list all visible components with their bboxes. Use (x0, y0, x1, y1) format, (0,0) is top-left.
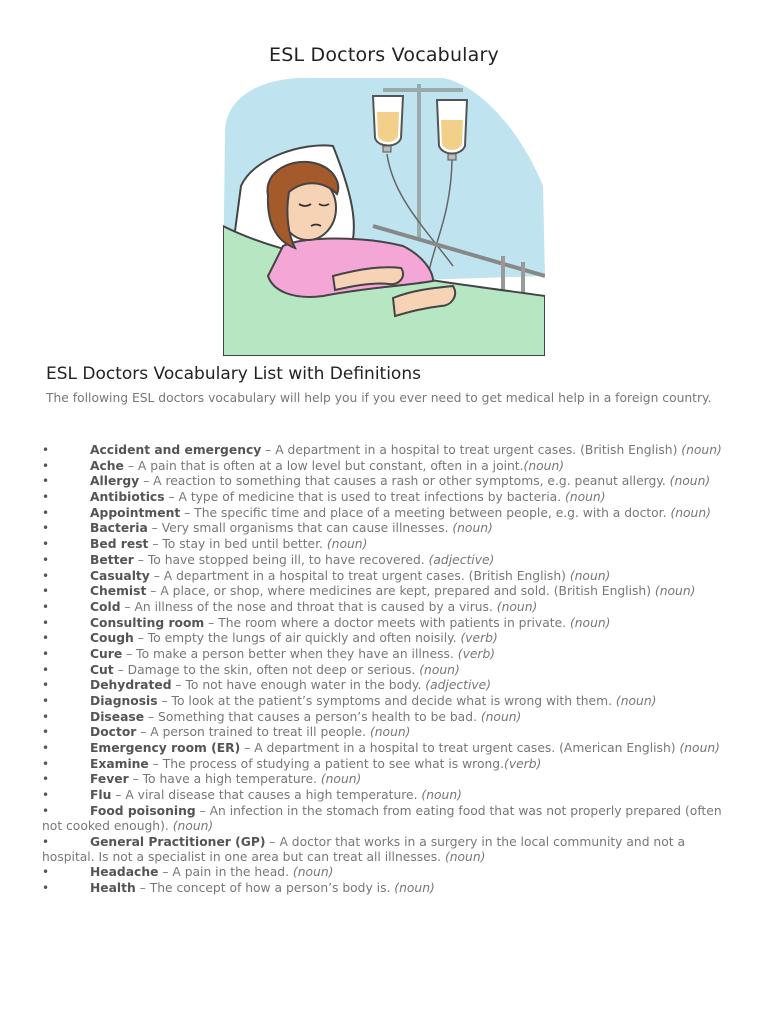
vocab-term: Flu (90, 788, 112, 803)
bullet-icon: • (42, 599, 50, 614)
vocab-item (0, 506, 740, 521)
vocab-definition: – To have a high temperature. (128, 772, 317, 787)
bullet-icon: • (42, 631, 50, 646)
vocab-term: Emergency room (ER) (90, 741, 241, 756)
vocab-definition: – To make a person better when they have an illness. (122, 646, 454, 661)
part-of-speech: (noun) (289, 865, 334, 880)
vocab-term: Health (90, 881, 136, 896)
part-of-speech: (noun) (492, 599, 538, 614)
page-title: ESL Doctors Vocabulary (269, 44, 499, 66)
vocab-definition: – An illness of the nose and throat that is caused by a virus. (120, 599, 493, 614)
part-of-speech: (noun) (417, 788, 462, 803)
vocab-term: Dehydrated (90, 678, 172, 693)
part-of-speech: (noun) (390, 881, 435, 896)
vocab-definition: – To have stopped being ill, to have recovered. (133, 552, 425, 567)
part-of-speech: (verb) (453, 646, 496, 661)
part-of-speech: (verb) (456, 631, 498, 646)
vocab-item (0, 600, 740, 615)
vocab-term: Examine (90, 756, 149, 771)
vocab-item (0, 663, 740, 678)
part-of-speech: (noun) (566, 615, 611, 630)
vocab-term: Bed rest (90, 537, 149, 552)
vocab-item (0, 521, 740, 536)
part-of-speech: (noun) (651, 584, 696, 599)
vocab-definition: – To stay in bed until better. (148, 537, 323, 552)
part-of-speech: (noun) (523, 458, 565, 473)
part-of-speech: (noun) (561, 490, 606, 505)
bullet-icon: • (42, 537, 50, 552)
bullet-icon: • (42, 615, 50, 630)
vocab-term: Doctor (90, 725, 137, 740)
bullet-icon: • (42, 490, 50, 505)
bullet-icon: • (42, 646, 50, 661)
bullet-icon: • (42, 788, 50, 803)
vocab-definition: – To empty the lungs of air quickly and often noisily. (133, 631, 457, 646)
vocab-term: Consulting room (90, 615, 205, 630)
part-of-speech: (noun) (366, 725, 411, 740)
vocab-term: Fever (90, 772, 129, 787)
vocab-item (0, 443, 740, 458)
vocab-term: Antibiotics (90, 490, 165, 505)
bullet-icon: • (42, 552, 50, 567)
bullet-icon: • (42, 741, 50, 756)
vocab-term: Ache (90, 458, 124, 473)
vocab-term: Better (90, 552, 134, 567)
part-of-speech: (noun) (415, 662, 460, 677)
bullet-icon: • (42, 865, 50, 880)
bullet-icon: • (42, 772, 50, 787)
vocab-definition: – A type of medicine that is used to treat infections by bacteria. (164, 490, 562, 505)
vocab-definition: – The concept of how a person’s body is. (135, 881, 391, 896)
vocab-item (0, 804, 740, 834)
vocab-definition: – An infection in the stomach from eating food that was not properly prepared (often not cooked enough). (42, 803, 722, 833)
vocab-term: Cut (90, 662, 114, 677)
vocab-definition: – A department in a hospital to treat urgent cases. (American English) (240, 741, 676, 756)
vocab-term: Casualty (90, 568, 150, 583)
vocab-item (0, 710, 740, 725)
part-of-speech: (noun) (448, 521, 493, 536)
vocab-term: Cure (90, 646, 123, 661)
vocab-term: Cold (90, 599, 121, 614)
vocab-item (0, 474, 740, 489)
part-of-speech: (noun) (441, 849, 486, 864)
vocab-item (0, 569, 740, 584)
vocab-item (0, 835, 740, 865)
bullet-icon: • (42, 584, 50, 599)
bullet-icon: • (42, 694, 50, 708)
vocab-definition: – The process of studying a patient to see what is wrong. (148, 756, 505, 771)
vocab-definition: – A viral disease that causes a high temperature. (111, 788, 418, 803)
part-of-speech: (noun) (665, 474, 711, 489)
bullet-icon: • (42, 458, 50, 473)
vocab-term: Diagnosis (90, 694, 158, 708)
vocab-term: Appointment (90, 505, 181, 520)
vocab-item (0, 865, 740, 880)
part-of-speech: (noun) (666, 505, 711, 520)
vocab-item (0, 725, 740, 740)
hospital-patient-illustration (223, 76, 545, 356)
vocab-item (0, 584, 740, 599)
vocab-item (0, 631, 740, 646)
vocab-definition: – Damage to the skin, often not deep or serious. (113, 662, 416, 677)
vocab-definition: – A pain that is often at a low level but constant, often in a joint. (123, 458, 524, 473)
part-of-speech: (noun) (476, 709, 522, 724)
intro-paragraph: The following ESL doctors vocabulary will help you if you ever need to get medical help in a foreign country. (46, 391, 712, 405)
vocab-definition: – Something that causes a person’s health to be bad. (144, 709, 477, 724)
vocab-definition: – Very small organisms that can cause illnesses. (147, 521, 449, 536)
part-of-speech: (noun) (565, 568, 611, 583)
vocab-item (0, 881, 740, 896)
vocab-item (0, 616, 740, 631)
vocab-term: Headache (90, 865, 159, 880)
vocab-item (0, 459, 740, 474)
vocab-term: General Practitioner (GP) (90, 834, 266, 849)
bullet-icon: • (42, 443, 50, 457)
vocab-definition: – A place, or shop, where medicines are kept, prepared and sold. (British English) (146, 584, 651, 599)
vocab-item (0, 553, 740, 568)
bullet-icon: • (42, 521, 50, 536)
vocab-item (0, 694, 740, 709)
part-of-speech: (noun) (612, 694, 657, 708)
part-of-speech: (noun) (675, 741, 720, 756)
vocab-definition: – A doctor that works in a surgery in the local community and not a hospital. Is not a specialist in one area but can treat all illnesses. (42, 834, 685, 864)
bullet-icon: • (42, 678, 50, 693)
vocab-term: Allergy (90, 474, 140, 489)
vocab-item (0, 757, 740, 772)
part-of-speech: (noun) (322, 537, 368, 552)
bullet-icon: • (42, 709, 50, 724)
part-of-speech: (adjective) (421, 678, 492, 693)
vocab-term: Bacteria (90, 521, 148, 536)
vocab-definition: – A reaction to something that causes a rash or other symptoms, e.g. peanut allergy. (139, 474, 666, 489)
bullet-icon: • (42, 756, 50, 771)
vocab-item (0, 647, 740, 662)
bullet-icon: • (42, 662, 50, 677)
vocab-definition: – The room where a doctor meets with patients in private. (204, 615, 567, 630)
part-of-speech: (noun) (168, 818, 214, 833)
bullet-icon: • (42, 834, 50, 849)
vocab-term: Disease (90, 709, 145, 724)
vocab-item (0, 788, 740, 803)
part-of-speech: (noun) (677, 443, 722, 457)
vocab-item (0, 772, 740, 787)
vocab-definition: – To look at the patient’s symptoms and decide what is wrong with them. (157, 694, 613, 708)
part-of-speech: (verb) (504, 756, 542, 771)
vocab-definition: – A department in a hospital to treat urgent cases. (British English) (261, 443, 678, 457)
section-title: ESL Doctors Vocabulary List with Definitions (46, 364, 421, 384)
vocab-definition: – To not have enough water in the body. (171, 678, 422, 693)
bullet-icon: • (42, 474, 50, 489)
vocab-item (0, 490, 740, 505)
bullet-icon: • (42, 803, 50, 818)
vocab-item (0, 537, 740, 552)
vocab-term: Accident and emergency (90, 443, 262, 457)
bullet-icon: • (42, 505, 50, 520)
vocab-term: Chemist (90, 584, 147, 599)
bullet-icon: • (42, 881, 50, 896)
vocab-definition: – A pain in the head. (158, 865, 289, 880)
part-of-speech: (adjective) (424, 552, 495, 567)
vocab-item (0, 678, 740, 693)
vocab-term: Food poisoning (90, 803, 196, 818)
vocab-term: Cough (90, 631, 134, 646)
vocab-definition: – A person trained to treat ill people. (136, 725, 367, 740)
vocab-definition: – The specific time and place of a meeting between people, e.g. with a doctor. (180, 505, 667, 520)
vocabulary-list (0, 443, 740, 897)
bullet-icon: • (42, 725, 50, 740)
bullet-icon: • (42, 568, 50, 583)
part-of-speech: (noun) (316, 772, 362, 787)
vocab-item (0, 741, 740, 756)
vocab-definition: – A department in a hospital to treat urgent cases. (British English) (149, 568, 566, 583)
